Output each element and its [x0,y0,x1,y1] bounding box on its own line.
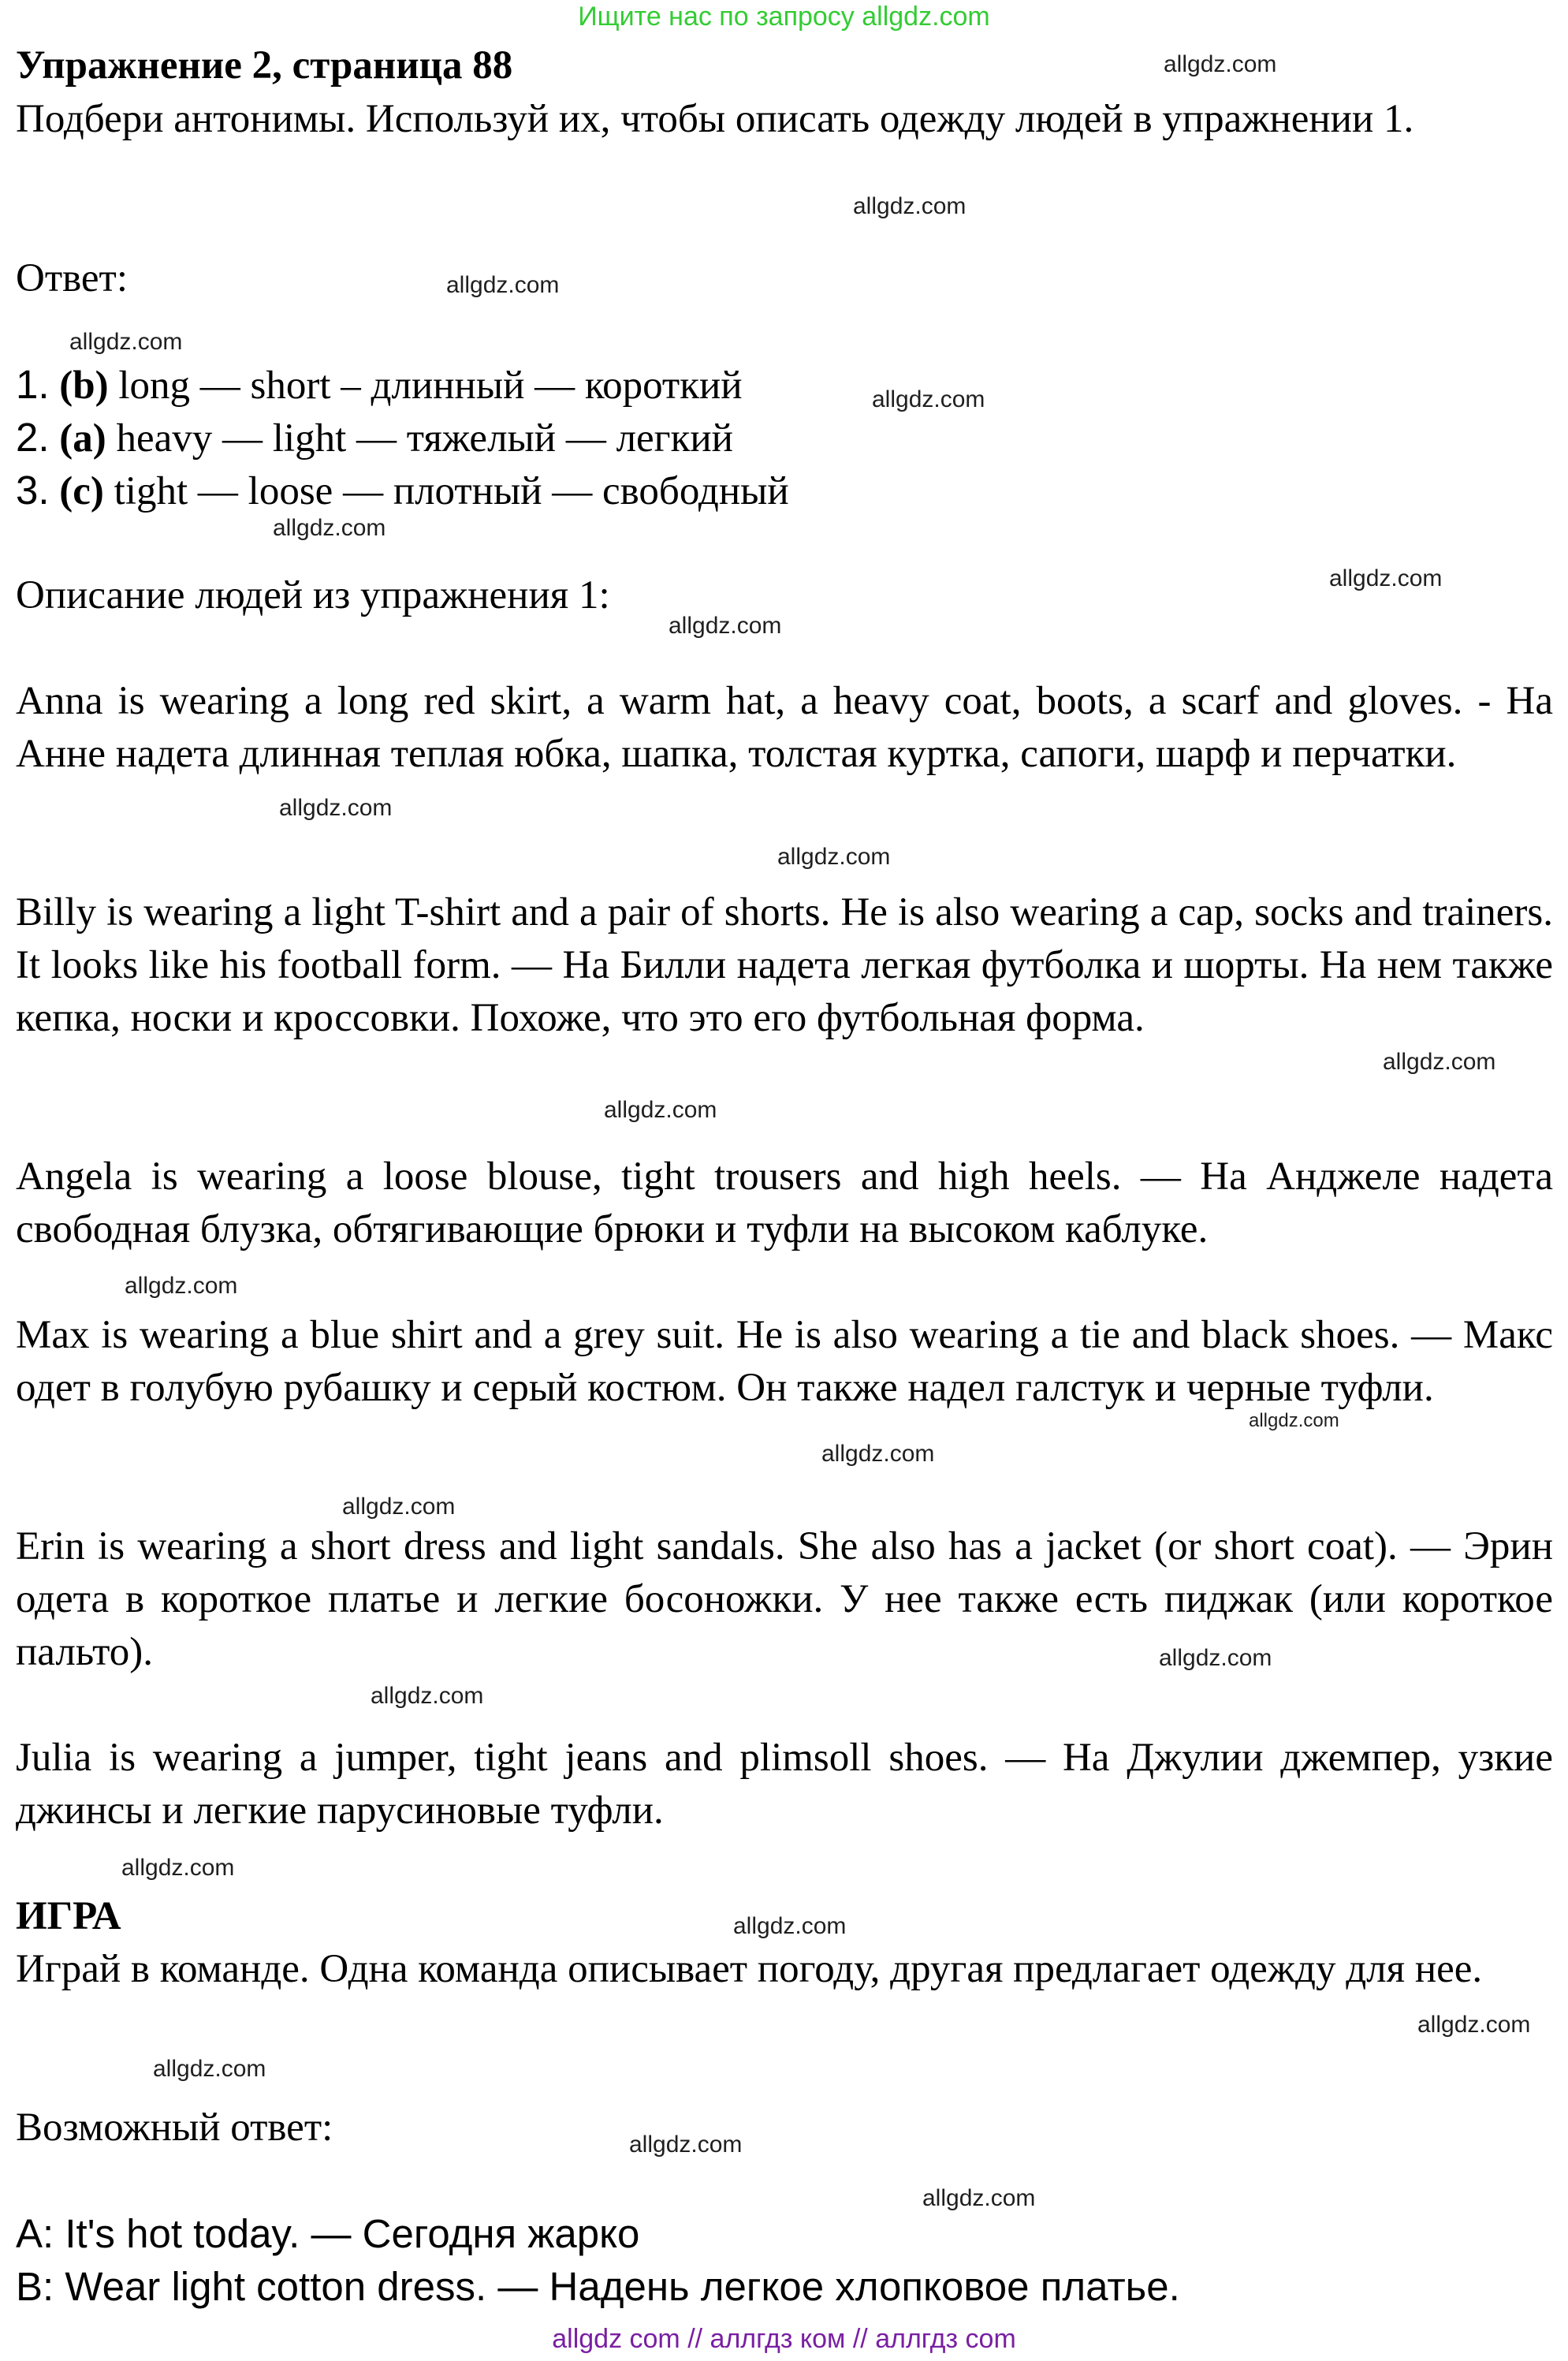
description-anna: Anna is wearing a long red skirt, a warm hat, a heavy coat, boots, a scarf and gloves. - На Анне надета длинная теплая юбка, шапка, толстая куртка, сапоги, шарф и перчатки. [16,679,1553,776]
watermark: allgdz.com [669,613,782,639]
description-julia: Julia is wearing a jumper, tight jeans and plimsoll shoes. — На Джулии джемпер, узкие джинсы и легкие парусиновые туфли. [16,1736,1553,1833]
pair-letter: (c) [59,469,104,513]
pair-text: heavy — light — тяжелый — легкий [106,416,733,461]
answer-label: Ответ: [16,256,128,300]
watermark: allgdz.com [342,1494,456,1520]
description-max: Max is wearing a blue shirt and a grey suit. He is also wearing a tie and black shoes. — Макс одет в голубую рубашку и серый костюм. Он также надел галстук и черные туфли. [16,1313,1553,1410]
watermark: allgdz.com [125,1273,238,1299]
watermark: allgdz.com [371,1683,484,1709]
antonym-pair-2 [16,411,1553,465]
watermark: allgdz.com [1249,1410,1339,1431]
pair-text: long — short – длинный — короткий [108,364,743,408]
dialogue-line-b: B: Wear light cotton dress. — Надень легкое хлопковое платье. [16,2264,1180,2309]
description-angela: Angela is wearing a loose blouse, tight trousers and high heels. — На Анджеле надета свободная блузка, обтягивающие брюки и туфли на высоком каблуке. [16,1154,1553,1251]
watermark: allgdz.com [273,515,386,541]
antonym-pair-1 [16,358,1553,412]
watermark: allgdz.com [629,2132,743,2158]
pair-letter: (b) [59,364,109,408]
footer-links[interactable]: allgdz com // аллгдз ком // аллгдз com [552,2324,1016,2354]
possible-answer-label: Возможный ответ: [16,2106,333,2150]
watermark: allgdz.com [872,386,985,412]
watermark: allgdz.com [604,1097,717,1123]
description-billy: Billy is wearing a light T-shirt and a pair of shorts. He is also wearing a cap, socks and trainers. It looks like his football form. — На Билли надета легкая футболка и шорты. На нем также кепка, носки и кроссовки. Похоже, что это его футбольная форма. [16,890,1553,1040]
watermark: allgdz.com [279,795,393,821]
watermark: allgdz.com [1159,1645,1272,1671]
game-title: ИГРА [16,1894,121,1938]
watermark: allgdz.com [733,1913,847,1939]
description-erin: Erin is wearing a short dress and light sandals. She also has a jacket (or short coat). — Эрин одета в короткое платье и легкие босоножки. У нее также есть пиджак (или короткое пальто). [16,1524,1553,1674]
pair-text: tight — loose — плотный — свободный [103,469,789,513]
dialogue-line-a: A: It's hot today. — Сегодня жарко [16,2211,640,2256]
antonym-pair-3 [16,464,1553,518]
watermark: allgdz.com [1383,1049,1496,1075]
exercise-task: Подбери антонимы. Используй их, чтобы описать одежду людей в упражнении 1. [16,97,1414,141]
pair-letter: (a) [59,416,106,461]
watermark: allgdz.com [853,193,966,219]
search-hint-link[interactable]: Ищите нас по запросу allgdz.com [578,2,990,32]
watermark: allgdz.com [922,2185,1036,2211]
exercise-title: Упражнение 2, страница 88 [16,43,513,88]
watermark: allgdz.com [1417,2012,1531,2038]
watermark: allgdz.com [1164,51,1277,77]
game-task: Играй в команде. Одна команда описывает погоду, другая предлагает одежду для нее. [16,1947,1483,1991]
description-label: Описание людей из упражнения 1: [16,573,610,617]
watermark: allgdz.com [153,2056,266,2082]
watermark: allgdz.com [821,1441,935,1467]
pair-number: 2. [16,415,50,460]
pair-number: 3. [16,468,50,513]
watermark: allgdz.com [1329,565,1443,591]
watermark: allgdz.com [777,844,891,870]
pair-number: 1. [16,362,50,407]
watermark: allgdz.com [121,1855,235,1881]
watermark: allgdz.com [69,329,183,355]
watermark: allgdz.com [446,272,560,298]
